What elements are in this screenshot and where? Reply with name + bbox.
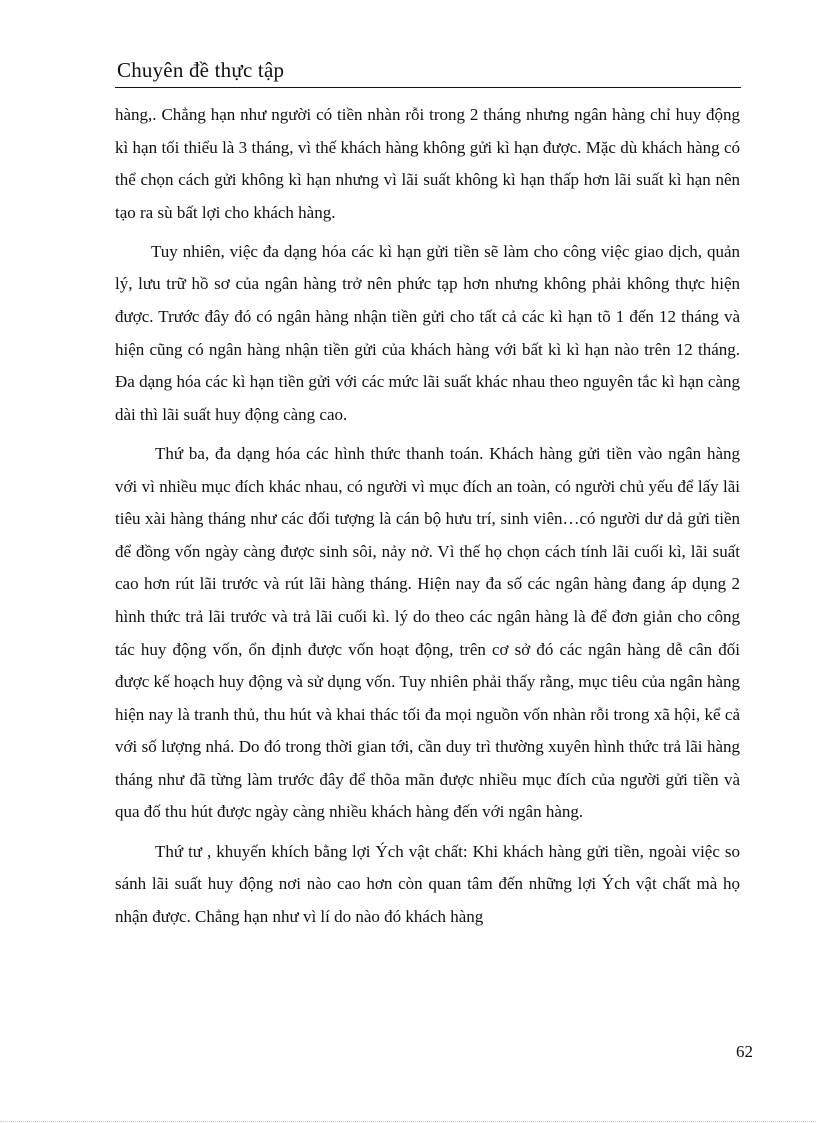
page-header: [115, 57, 741, 88]
paragraph-payment-methods: Thứ ba, đa dạng hóa các hình thức thanh toán. Khách hàng gửi tiền vào ngân hàng với vì nhiều mục đích khác nhau, có người vì mục đích an toàn, có người chủ yếu để lấy lãi tiêu xài hàng tháng như các đối tượng là cán bộ hưu trí, sinh viên…có người dư dả gửi tiền để đồng vốn ngày càng được sinh sôi, nảy nở. Vì thế họ chọn cách tính lãi cuối kì, lãi suất cao hơn rút lãi trước và rút lãi hàng tháng. Hiện nay đa số các ngân hàng đang áp dụng 2 hình thức trả lãi trước và trả lãi cuối kì. lý do theo các ngân hàng là để đơn giản cho công tác huy động vốn, ổn định được vốn hoạt động, trên cơ sở đó các ngân hàng dễ cân đối được kế hoạch huy động và sử dụng vốn. Tuy nhiên phải thấy rằng, mục tiêu của ngân hàng hiện nay là tranh thủ, thu hút và khai thác tối đa mọi nguồn vốn nhàn rỗi trong xã hội, kể cả với số lượng nhá. Do đó trong thời gian tới, cần duy trì thường xuyên hình thức trả lãi hàng tháng như đã từng làm trước đây để thõa mãn được nhiều mục đích của người gửi tiền và qua đố thu hút được ngày càng nhiều khách hàng đến với ngân hàng.: [115, 443, 740, 822]
paragraph-continuation: hàng,. Chẳng hạn như người có tiền nhàn rỗi trong 2 tháng nhưng ngân hàng chỉ huy động kì hạn tối thiểu là 3 tháng, vì thế khách hàng không gửi kì hạn được. Mặc dù khách hàng có thể chọn cách gửi không kì hạn nhưng vì lãi suất không kì hạn thấp hơn lãi suất kì hạn nên tạo ra sù bất lợi cho khách hàng.: [115, 105, 740, 222]
header-title: Chuyên đề thực tập: [117, 58, 285, 82]
paragraph-term-diversification: Tuy nhiên, việc đa dạng hóa các kì hạn gửi tiền sẽ làm cho công việc giao dịch, quản lý, lưu trữ hồ sơ của ngân hàng trở nên phức tạp hơn nhưng không phải không thực hiện được. Trước đây đó có ngân hàng nhận tiền gửi cho tất cả các kì hạn tõ 1 đến 12 tháng và hiện cũng có ngân hàng nhận tiền gửi của khách hàng với bất kì kì hạn nào trên 12 tháng. Đa dạng hóa các kì hạn tiền gửi với các mức lãi suất khác nhau theo nguyên tắc kì hạn càng dài thì lãi suất huy động càng cao.: [115, 241, 740, 424]
page-bottom-divider: [0, 1121, 816, 1122]
document-body: [115, 99, 740, 933]
paragraph-material-benefits: Thứ tư , khuyến khích bằng lợi Ých vật chất: Khi khách hàng gửi tiền, ngoài việc so sánh lãi suất huy động nơi nào cao hơn còn quan tâm đến những lợi Ých vật chất mà họ nhận được. Chẳng hạn như vì lí do nào đó khách hàng: [115, 841, 740, 926]
page-number: 62: [736, 1042, 753, 1061]
